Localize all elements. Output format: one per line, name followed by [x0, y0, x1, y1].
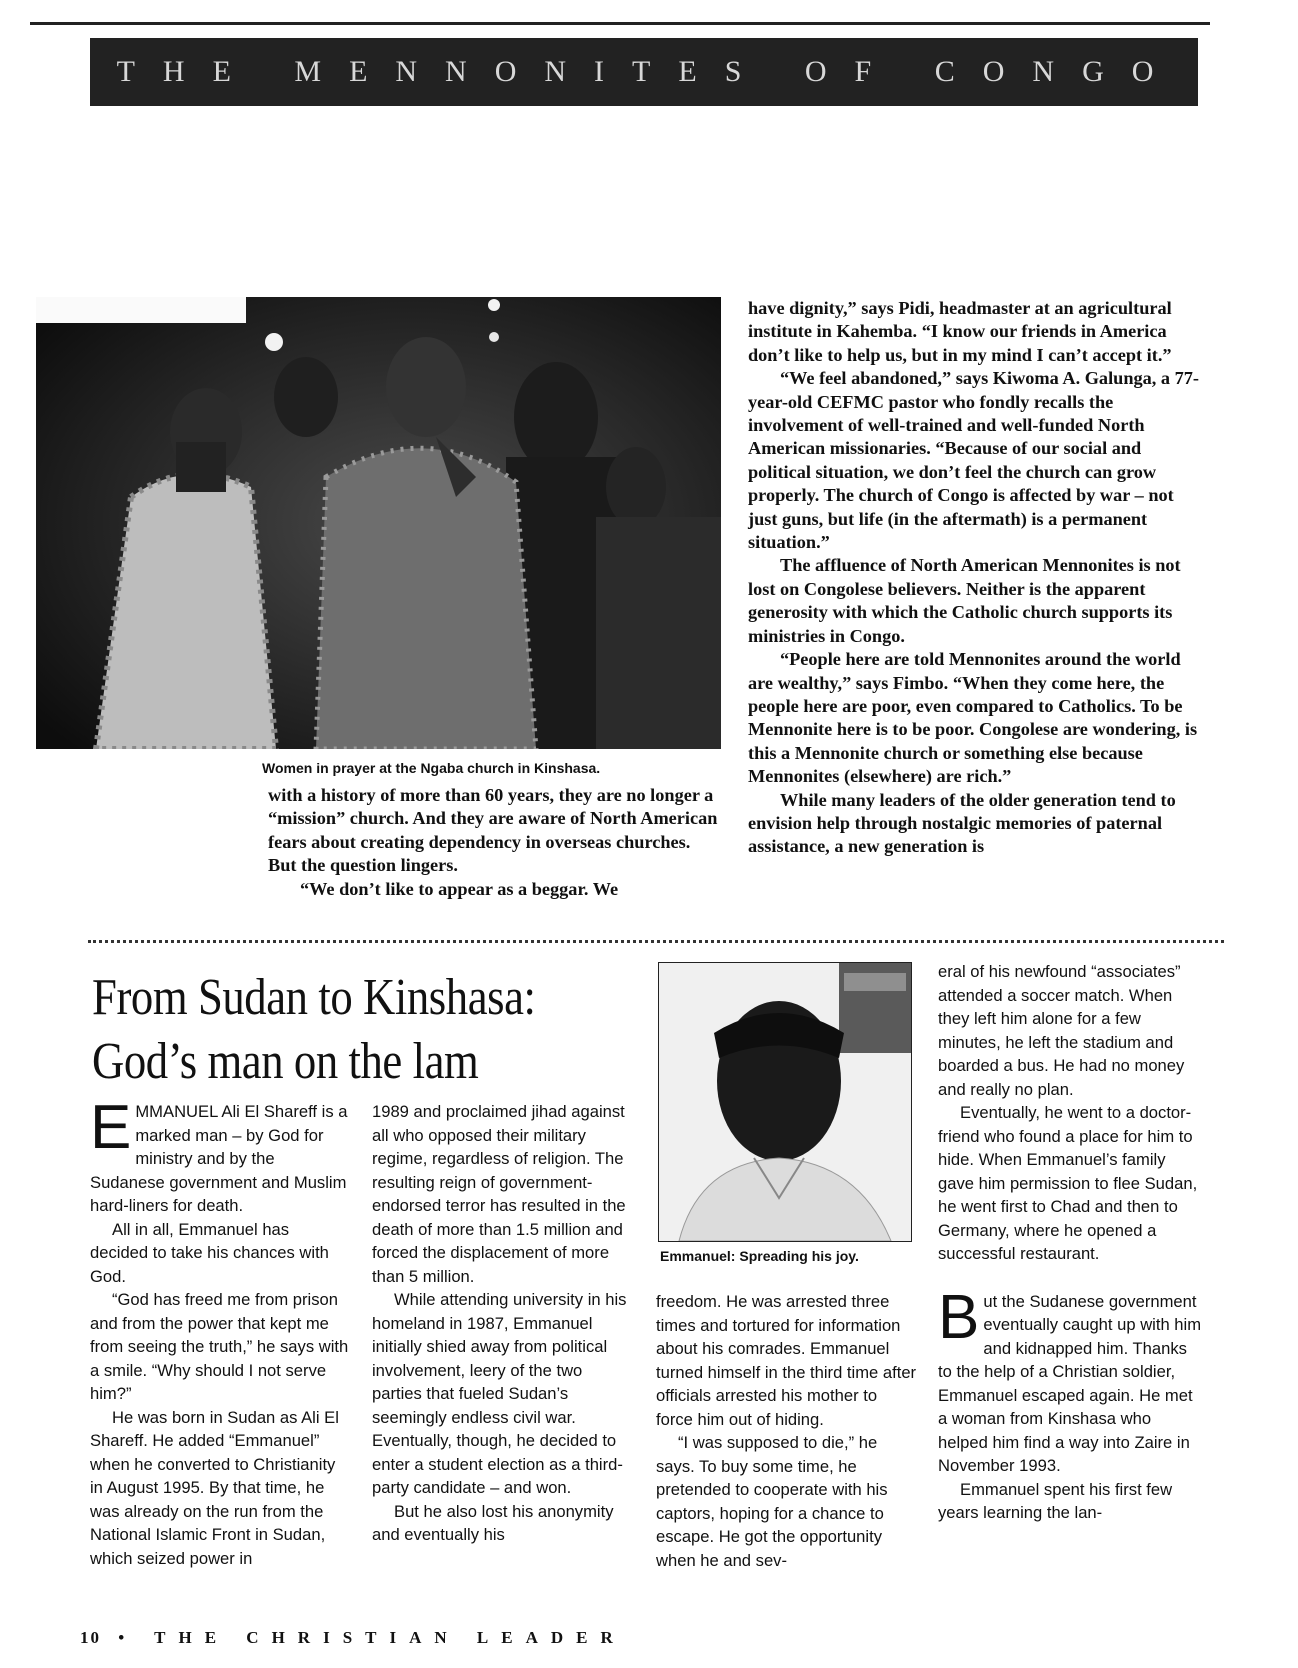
- sidebar-column-1: [90, 1093, 350, 1570]
- main-photo-caption: Women in prayer at the Ngaba church in Kinshasa.: [262, 760, 601, 776]
- sidebar-headline: [92, 966, 574, 1094]
- sidebar-column-2: [372, 1100, 634, 1547]
- paragraph: “We don’t like to appear as a beggar. We: [300, 878, 619, 899]
- paragraph: All in all, Emmanuel has decided to take his chances with God.: [90, 1219, 329, 1286]
- paragraph-with-drop-cap: [938, 1282, 1204, 1478]
- paragraph: Emmanuel spent his first few years learning the lan-: [938, 1479, 1173, 1522]
- section-divider: [88, 940, 1224, 943]
- section-title: THE MENNONITES OF CONGO: [116, 55, 1182, 88]
- paragraph: “We feel abandoned,” says Kiwoma A. Galunga, a 77-year-old CEFMC pastor who fondly recalls the involvement of well-trained and well-funded North American missionaries. “Because of our social and political situation, we don’t feel the church can grow properly. The church of Congo is affected by war – not just guns, but life (in the aftermath) is a permanent situation.”: [748, 368, 1199, 553]
- opening-text: MMANUEL Ali El Shareff is a marked man – by God for ministry and by the Sudanese government and Muslim hard-liners for death.: [90, 1102, 348, 1215]
- women-praying-photo: [36, 297, 721, 749]
- sidebar-column-4: [938, 960, 1204, 1525]
- page-footer: [80, 1628, 626, 1648]
- paragraph: The affluence of North American Mennonites is not lost on Congolese believers. Neither is the apparent generosity with which the Catholic church supports its ministries in Congo.: [748, 555, 1181, 646]
- publication-name: THE CHRISTIAN LEADER: [154, 1628, 626, 1647]
- paragraph: 1989 and proclaimed jihad against all who opposed their military regime, regardless of religion. The resulting reign of government-endorsed terror has resulted in the death of more than 1.5 million and forced the displacement of more than 5 million.: [372, 1102, 626, 1286]
- section-banner: [90, 38, 1198, 106]
- paragraph: But he also lost his anonymity and eventually his: [372, 1501, 614, 1544]
- footer-separator: •: [118, 1628, 138, 1647]
- paragraph: with a history of more than 60 years, they are no longer a “mission” church. And they are aware of North American fears about creating dependency in overseas churches. But the question lingers.: [268, 785, 718, 876]
- paragraph: He was born in Sudan as Ali El Shareff. He added “Emmanuel” when he converted to Christianity in August 1995. By that time, he was already on the run from the National Islamic Front in Sudan, which seized power in: [90, 1407, 339, 1568]
- paragraph: “I was supposed to die,” he says. To buy some time, he pretended to cooperate with his captors, hoping for a chance to escape. He got the opportunity when he and sev-: [656, 1433, 888, 1570]
- drop-cap: B: [938, 1282, 980, 1352]
- sidebar-column-3: [656, 1290, 918, 1572]
- top-rule: [30, 22, 1210, 25]
- paragraph: While many leaders of the older generation tend to envision help through nostalgic memories of paternal assistance, a new generation is: [748, 789, 1176, 857]
- paragraph: eral of his newfound “associates” attended a soccer match. When they left him alone for a few minutes, he left the stadium and boarded a bus. He had no money and really no plan.: [938, 962, 1185, 1099]
- headline-line-2: God’s man on the lam: [92, 1033, 479, 1090]
- emmanuel-photo-caption: Emmanuel: Spreading his joy.: [660, 1248, 859, 1264]
- drop-cap: E: [90, 1093, 132, 1162]
- opening-paragraph: [90, 1093, 350, 1218]
- headline-line-1: From Sudan to Kinshasa:: [92, 969, 536, 1026]
- paragraph: “God has freed me from prison and from the power that kept me from seeing the truth,” he says with a smile. “Why should I not serve him?”: [90, 1290, 349, 1403]
- paragraph: have dignity,” says Pidi, headmaster at an agricultural institute in Kahemba. “I know our friends in America don’t like to help us, but in my mind I can’t accept it.”: [748, 298, 1172, 365]
- emmanuel-portrait-photo: [658, 962, 912, 1242]
- paragraph: Eventually, he went to a doctor-friend who found a place for him to hide. When Emmanuel’s family gave him permission to flee Sudan, he went first to Chad and then to Germany, where he opened a successful restaurant.: [938, 1103, 1198, 1263]
- paragraph: freedom. He was arrested three times and tortured for information about his comrades. Emmanuel turned himself in the third time after officials arrested his mother to force him out of hiding.: [656, 1292, 917, 1429]
- paragraph: While attending university in his homeland in 1987, Emmanuel initially shied away from political involvement, leery of the two parties that fueled Sudan’s seemingly endless civil war. Eventually, though, he decided to enter a student election as a third-party candidate – and won.: [372, 1290, 627, 1497]
- page-number: 10: [80, 1628, 101, 1647]
- paragraph: “People here are told Mennonites around the world are wealthy,” says Fimbo. “When they come here, the people here are poor, even compared to Catholics. To be Mennonite here is to be poor. Congolese are wondering, is this a Mennonite church or something else because Mennonites (elsewhere) are rich.”: [748, 649, 1198, 787]
- main-article-column-right: [748, 297, 1206, 859]
- paragraph-text: ut the Sudanese government eventually caught up with him and kidnapped him. Thanks to the help of a Christian soldier, Emmanuel escaped again. He met a woman from Kinshasa who helped him find a way into Zaire in November 1993.: [938, 1291, 1202, 1475]
- main-article-column-left: [268, 784, 720, 901]
